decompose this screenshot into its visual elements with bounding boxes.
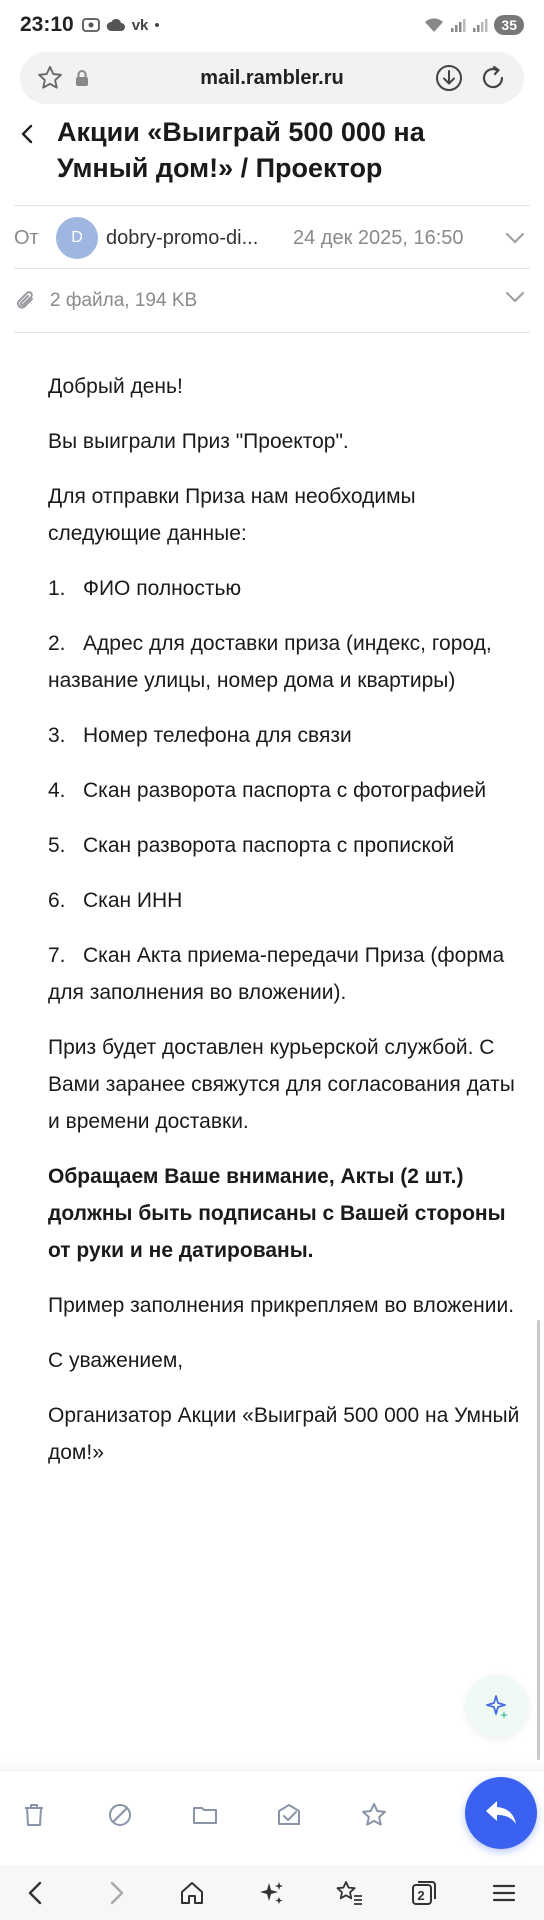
delivery-paragraph: Приз будет доставлен курьерской службой. С Вами заранее свяжутся для согласования даты и времени доставки.	[48, 1036, 515, 1133]
status-time: 23:10	[20, 13, 74, 36]
block-icon	[106, 1801, 134, 1829]
attachments-row[interactable]	[0, 280, 544, 324]
sparkle-icon	[482, 1691, 512, 1721]
email-header	[0, 110, 544, 205]
trash-icon	[20, 1801, 48, 1829]
regards-line: С уважением,	[48, 1349, 184, 1372]
signal-icon-2	[472, 17, 488, 33]
list-item: 2. Адрес для доставки приза (индекс, город, название улицы, номер дома и квартиры)	[48, 632, 492, 692]
status-bar	[0, 0, 544, 50]
sparkle-icon	[258, 1879, 286, 1907]
reply-icon	[483, 1798, 519, 1828]
signal-icon	[450, 17, 466, 33]
sender-row[interactable]	[0, 212, 544, 264]
expand-attachments-button[interactable]	[504, 290, 526, 304]
sample-paragraph: Пример заполнения прикрепляем во вложении.	[48, 1294, 515, 1317]
notification-icons	[82, 17, 160, 34]
chevron-right-icon	[104, 1879, 128, 1907]
envelope-check-icon	[275, 1801, 303, 1829]
ai-features-button[interactable]	[258, 1879, 286, 1907]
battery-icon: 35	[494, 15, 524, 35]
hamburger-menu-icon	[490, 1879, 518, 1907]
list-item: 5. Скан разворота паспорта с пропиской	[48, 834, 455, 857]
screen-record-icon	[82, 17, 100, 33]
divider	[14, 332, 530, 333]
tabs-button[interactable]	[410, 1879, 438, 1907]
tabs-count: 2	[417, 1887, 425, 1903]
mark-read-button[interactable]	[275, 1801, 303, 1829]
email-actions-toolbar	[0, 1770, 544, 1865]
folder-icon	[191, 1801, 219, 1829]
email-body	[48, 368, 528, 1489]
list-item: 7. Скан Акта приема-передачи Приза (форма для заполнения во вложении).	[48, 944, 505, 1004]
attachments-summary: 2 файла, 194 KB	[50, 290, 198, 311]
chevron-down-icon	[504, 231, 526, 245]
cloud-icon	[106, 18, 126, 32]
url-text: mail.rambler.ru	[200, 66, 344, 89]
scrollbar[interactable]	[537, 1320, 540, 1760]
star-icon[interactable]	[36, 64, 64, 92]
star-list-icon	[334, 1879, 364, 1907]
from-label: От	[14, 226, 39, 249]
spam-button[interactable]	[106, 1801, 134, 1829]
email-subject: Акции «Выиграй 500 000 на Умный дом!» / Проектор	[57, 117, 425, 183]
paperclip-icon	[14, 288, 38, 314]
expand-details-button[interactable]	[504, 231, 526, 245]
win-line: Вы выиграли Приз "Проектор".	[48, 430, 349, 453]
wifi-icon	[424, 17, 444, 33]
browser-nav-bar	[0, 1865, 544, 1920]
sender-address[interactable]: dobry-promo-di...	[106, 226, 259, 249]
move-to-folder-button[interactable]	[191, 1801, 219, 1829]
list-item: 4. Скан разворота паспорта с фотографией	[48, 779, 487, 802]
bookmarks-button[interactable]	[334, 1879, 364, 1907]
star-icon	[360, 1801, 388, 1829]
divider	[14, 268, 530, 269]
home-icon	[178, 1879, 206, 1907]
attention-paragraph: Обращаем Ваше внимание, Акты (2 шт.) должны быть подписаны с Вашей стороны от руки и не датированы.	[48, 1165, 506, 1262]
list-item: 3. Номер телефона для связи	[48, 724, 352, 747]
greeting: Добрый день!	[48, 375, 183, 398]
download-icon[interactable]	[434, 63, 464, 93]
chevron-left-icon	[18, 122, 38, 146]
reply-button[interactable]	[465, 1777, 537, 1849]
list-item: 1. ФИО полностью	[48, 577, 242, 600]
menu-button[interactable]	[490, 1879, 518, 1907]
list-item: 6. Скан ИНН	[48, 889, 183, 912]
nav-forward-button[interactable]	[104, 1879, 128, 1907]
nav-back-button[interactable]	[24, 1879, 48, 1907]
chevron-down-icon	[504, 290, 526, 304]
intro-line: Для отправки Приза нам необходимы следующие данные:	[48, 485, 416, 545]
home-button[interactable]	[178, 1879, 206, 1907]
favorite-button[interactable]	[360, 1801, 388, 1829]
vk-icon: vk	[131, 16, 149, 34]
back-button[interactable]	[18, 122, 38, 146]
dot-icon: •	[154, 16, 160, 34]
delete-button[interactable]	[20, 1801, 48, 1829]
avatar[interactable]: D	[56, 217, 98, 259]
ai-assistant-button[interactable]	[466, 1675, 528, 1737]
address-bar[interactable]	[20, 52, 524, 104]
reload-icon[interactable]	[478, 63, 508, 93]
lock-icon	[74, 69, 90, 87]
signature: Организатор Акции «Выиграй 500 000 на Умный дом!»	[48, 1404, 520, 1464]
email-date: 24 дек 2025, 16:50	[293, 226, 464, 249]
chevron-left-icon	[24, 1879, 48, 1907]
divider	[14, 205, 530, 206]
